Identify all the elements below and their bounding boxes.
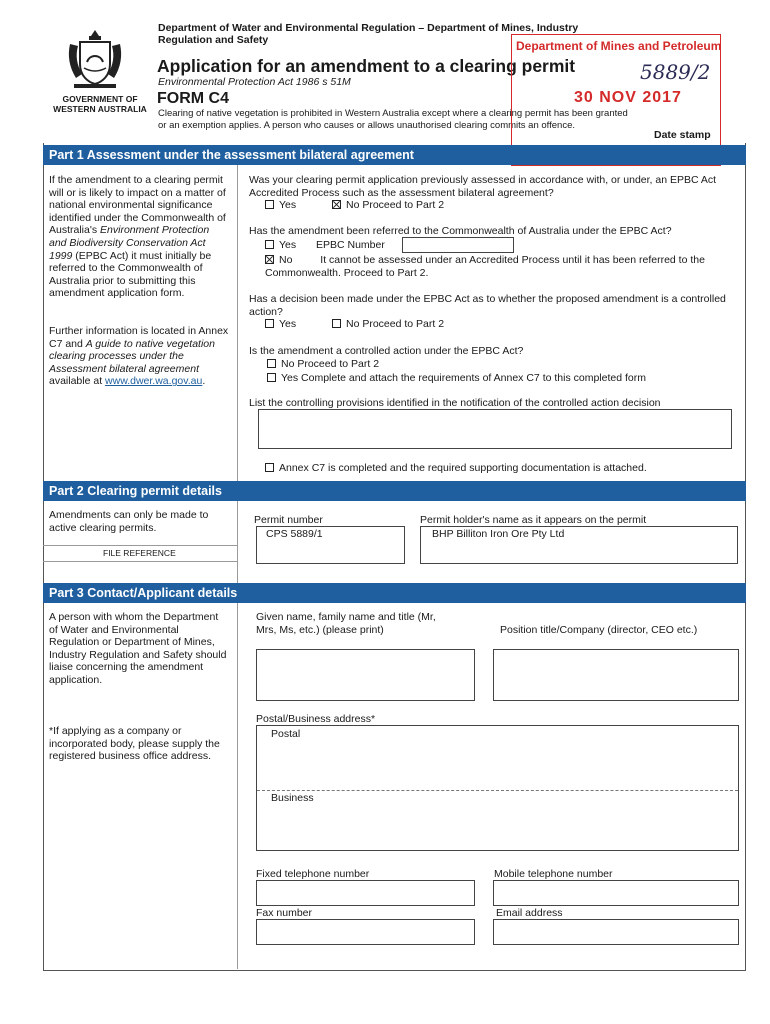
dwer-link[interactable]: www.dwer.wa.gov.au: [105, 375, 203, 388]
mobile-phone-label: Mobile telephone number: [494, 868, 613, 880]
name-input[interactable]: [256, 649, 475, 701]
q4-no-row: No Proceed to Part 2: [267, 358, 379, 371]
part1-divider: [237, 165, 238, 481]
permit-holder-input[interactable]: BHP Billiton Iron Ore Pty Ltd: [420, 526, 738, 564]
page-title: Application for an amendment to a clearing permit: [157, 56, 576, 76]
email-input[interactable]: [493, 919, 739, 945]
question-2: Has the amendment been referred to the Commonwealth of Australia under the EPBC Act?: [249, 225, 672, 237]
epbc-number-input[interactable]: [402, 237, 514, 253]
part3-sidebar-note: *If applying as a company or incorporated body, please supply the registered business office address.: [49, 725, 220, 763]
stamp-date: 30 NOV 2017: [574, 89, 682, 106]
permit-holder-label: Permit holder's name as it appears on the permit: [420, 514, 647, 526]
q1-options: Yes No Proceed to Part 2: [265, 199, 444, 212]
q1-no-checkbox[interactable]: [332, 200, 341, 209]
email-label: Email address: [496, 907, 563, 919]
file-ref-rule: [43, 545, 237, 546]
permit-number-label: Permit number: [254, 514, 323, 526]
notice-text: Clearing of native vegetation is prohibited in Western Australia except where a clearing permit has been granted or an exemption applies. A person who causes or allows unauthorised clearing commits an offence.: [158, 108, 628, 131]
part1-sidebar: If the amendment to a clearing permit will or is likely to impact on a matter of national environmental significance identified under the Commonwealth of Australia's Environment Protection and Biodiversity Conservation Act 1999 (EPBC Act) it must initially be referred to the Commonwealth of Australia prior to submitting this amendment application form.: [49, 174, 226, 300]
name-label: Given name, family name and title (Mr, Mrs, Ms, etc.) (please print): [256, 611, 436, 636]
file-reference: FILE REFERENCE: [103, 548, 176, 558]
q1-yes-checkbox[interactable]: [265, 200, 274, 209]
controlling-provisions-input[interactable]: [258, 409, 732, 449]
question-1: Was your clearing permit application previously assessed in accordance with, or under, an EPBC Act Accredited Process such as the assessment bilateral agreement?: [249, 174, 717, 199]
question-3: Has a decision been made under the EPBC Act as to whether the proposed amendment is a controlled action?: [249, 293, 726, 318]
part1-heading: Part 1 Assessment under the assessment bilateral agreement: [43, 145, 746, 165]
business-label: Business: [271, 792, 314, 804]
file-ref-rule-bottom: [43, 561, 237, 562]
part3-heading: Part 3 Contact/Applicant details: [43, 583, 746, 603]
q2-no-row: No It cannot be assessed under an Accredited Process until it has been referred to the Commonwealth. Proceed to Part 2.: [265, 254, 705, 279]
dept-name: Department of Water and Environmental Regulation – Department of Mines, Industry Regulation and Safety: [158, 22, 579, 46]
q2-no-checkbox[interactable]: [265, 255, 274, 264]
annex-row: Annex C7 is completed and the required supporting documentation is attached.: [265, 462, 647, 475]
position-label: Position title/Company (director, CEO etc.): [500, 624, 698, 636]
stamp-handwritten: 5889/2: [640, 60, 711, 84]
mobile-phone-input[interactable]: [493, 880, 739, 906]
q4-yes-checkbox[interactable]: [267, 373, 276, 382]
position-input[interactable]: [493, 649, 739, 701]
permit-number-input[interactable]: CPS 5889/1: [256, 526, 405, 564]
question-4: Is the amendment a controlled action under the EPBC Act?: [249, 345, 524, 357]
q3-options: Yes No Proceed to Part 2: [265, 318, 444, 331]
q4-yes-row: Yes Complete and attach the requirements of Annex C7 to this completed form: [267, 372, 646, 385]
fax-input[interactable]: [256, 919, 475, 945]
part3-sidebar: A person with whom the Department of Water and Environmental Regulation or Department of Mines, Industry Regulation and Safety should liaise concerning the amendment application.: [49, 611, 227, 686]
postal-label: Postal: [271, 728, 301, 740]
part2-sidebar: Amendments can only be made to active clearing permits.: [49, 509, 209, 534]
crest-icon: [60, 24, 130, 94]
annex-checkbox[interactable]: [265, 463, 274, 472]
act-reference: Environmental Protection Act 1986 s 51M: [158, 76, 351, 88]
stamp-dept: Department of Mines and Petroleum: [516, 39, 722, 53]
address-input[interactable]: [256, 725, 739, 851]
form-number: FORM C4: [157, 90, 229, 107]
address-label: Postal/Business address*: [256, 713, 376, 725]
q3-no-checkbox[interactable]: [332, 319, 341, 328]
part2-heading: Part 2 Clearing permit details: [43, 481, 746, 501]
question-5: List the controlling provisions identified in the notification of the controlled action decision: [249, 397, 661, 409]
govt-label: GOVERNMENT OF WESTERN AUSTRALIA: [53, 94, 147, 114]
part1-sidebar-info: Further information is located in Annex C7 and A guide to native vegetation clearing processes under the Assessment bilateral agreement available at www.dwer.wa.gov.au.: [49, 325, 229, 388]
fixed-phone-label: Fixed telephone number: [256, 868, 370, 880]
address-separator: [257, 790, 738, 791]
q4-no-checkbox[interactable]: [267, 359, 276, 368]
government-crest: [60, 24, 130, 94]
date-stamp-label: Date stamp: [654, 129, 711, 141]
q2-yes-row: Yes EPBC Number: [265, 239, 385, 252]
fixed-phone-input[interactable]: [256, 880, 475, 906]
q3-yes-checkbox[interactable]: [265, 319, 274, 328]
part2-divider: [237, 501, 238, 583]
part3-divider: [237, 603, 238, 969]
q2-yes-checkbox[interactable]: [265, 240, 274, 249]
fax-label: Fax number: [256, 907, 313, 919]
